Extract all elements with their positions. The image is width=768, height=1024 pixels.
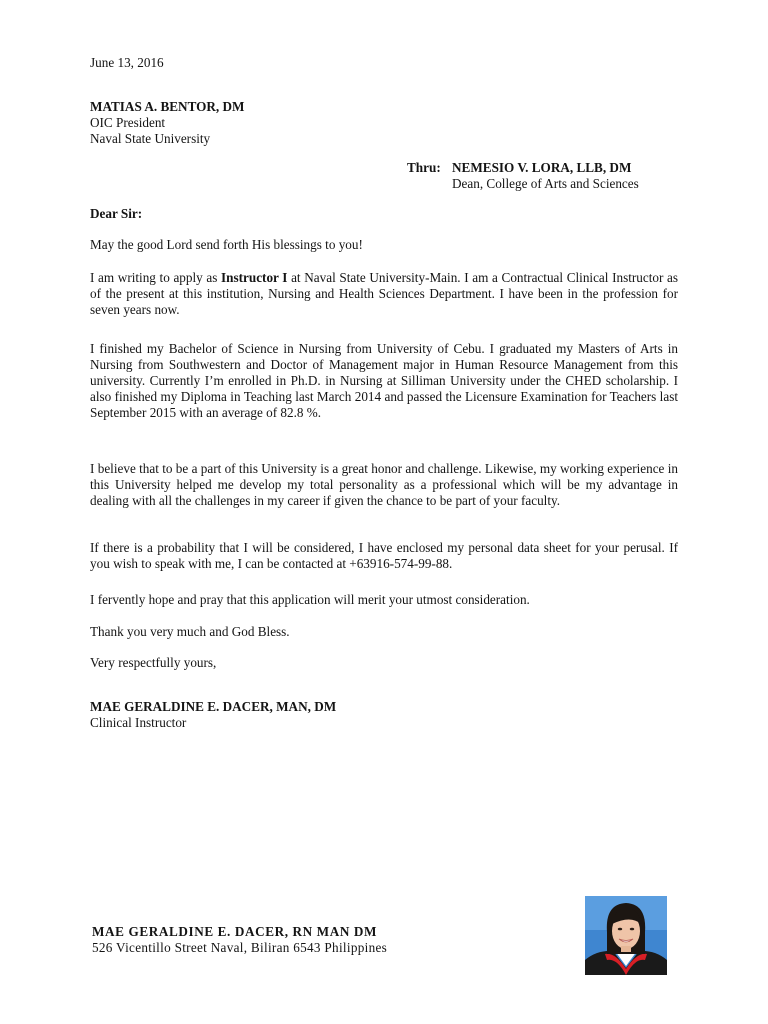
footer-name: MAE GERALDINE E. DACER, RN MAN DM <box>92 924 378 939</box>
recipient-block <box>90 99 244 147</box>
thru-title: Dean, College of Arts and Sciences <box>452 176 639 191</box>
signature-block <box>90 699 336 731</box>
paragraph-hope: I fervently hope and pray that this application will merit your utmost consideration. <box>90 592 530 607</box>
paragraph-blessing: May the good Lord send forth His blessings to you! <box>90 237 363 252</box>
recipient-name: MATIAS A. BENTOR, DM <box>90 99 245 114</box>
paragraph-application <box>90 270 678 318</box>
position-applied: Instructor I <box>221 270 288 285</box>
signer-name: MAE GERALDINE E. DACER, MAN, DM <box>90 699 337 714</box>
footer-block <box>92 924 387 956</box>
paragraph-contact: If there is a probability that I will be considered, I have enclosed my personal data sheet for your perusal. If you wish to speak with me, I can be contacted at +63916-574-99-88. <box>90 540 678 571</box>
thru-label: Thru: <box>407 160 441 175</box>
paragraph-application-end: at Naval State University-Main. I am a Contractual Clinical Instructor as of the present at this institution, Nursing and Health Sciences Department. I have been in the profession for seven years now. <box>90 270 678 317</box>
thru-block <box>407 160 639 192</box>
thru-name: NEMESIO V. LORA, LLB, DM <box>452 160 632 175</box>
recipient-title: OIC President <box>90 115 166 130</box>
letter-date: June 13, 2016 <box>90 55 164 70</box>
applicant-photo <box>585 896 667 975</box>
paragraph-motivation: I believe that to be a part of this University is a great honor and challenge. Likewise, my working experience in this University helped me develop my total personality as a professional which will be my advantage in dealing with all the challenges in my career if given the chance to be part of your faculty. <box>90 461 678 508</box>
footer-address: 526 Vicentillo Street Naval, Biliran 6543 Philippines <box>92 940 388 955</box>
recipient-org: Naval State University <box>90 131 211 146</box>
paragraph-thanks: Thank you very much and God Bless. <box>90 624 290 639</box>
signer-title: Clinical Instructor <box>90 715 187 730</box>
greeting: Dear Sir: <box>90 206 143 221</box>
paragraph-application-start: I am writing to apply as <box>90 270 222 285</box>
paragraph-education: I finished my Bachelor of Science in Nursing from University of Cebu. I graduated my Masters of Arts in Nursing from Southwestern and Doctor of Management major in Human Resource Management from this university. Currently I’m enrolled in Ph.D. in Nursing at Silliman University under the CHED scholarship. I also finished my Diploma in Teaching last March 2014 and passed the Licensure Examination for Teachers last September 2015 with an average of 82.8 %. <box>90 341 678 420</box>
closing: Very respectfully yours, <box>90 655 217 670</box>
